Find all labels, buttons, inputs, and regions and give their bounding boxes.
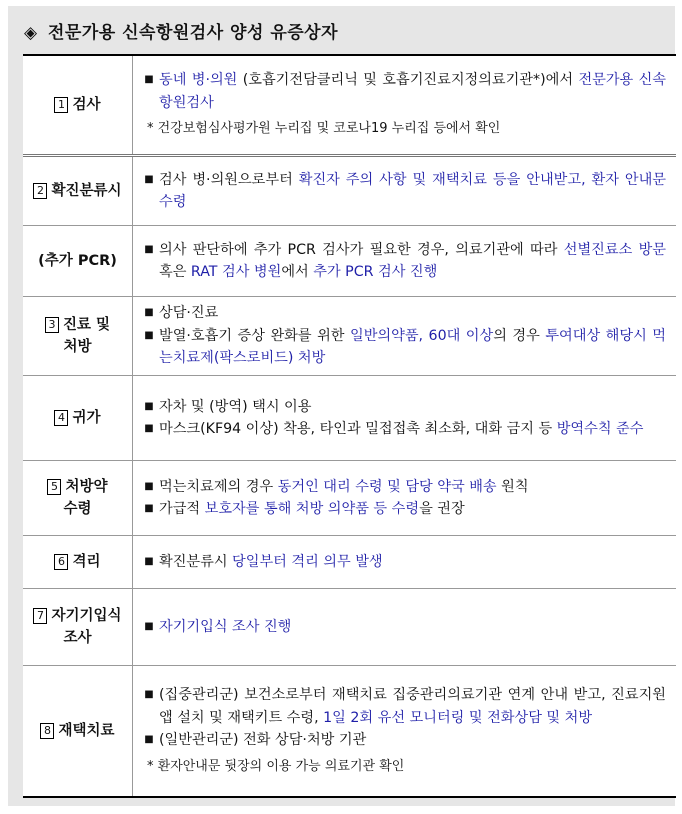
step-number-box: 4 <box>54 410 68 426</box>
bullet-item <box>139 684 666 729</box>
step-label-line <box>54 94 100 116</box>
highlight-text: 당일부터 격리 의무 발생 <box>232 553 383 570</box>
step-label-text: 귀가 <box>72 410 101 426</box>
step-content <box>133 56 676 154</box>
step-label <box>23 56 133 154</box>
plain-text: 자차 및 (방역) 택시 이용 <box>159 398 312 415</box>
step-label-line <box>63 498 91 520</box>
step-label-text: 수령 <box>63 501 92 517</box>
bullet-square-icon: ■ <box>144 243 154 255</box>
bullet-square-icon: ■ <box>144 423 154 434</box>
step-label <box>23 226 133 296</box>
step-content <box>133 461 676 535</box>
diamond-icon: ◈ <box>24 23 38 43</box>
plain-text: (일반관리군) 전화 상담·처방 기관 <box>159 732 367 748</box>
bullet-item <box>139 396 666 419</box>
bullet-text <box>159 69 666 114</box>
bullet-square-icon: ■ <box>144 620 154 632</box>
bullet-item <box>139 476 666 499</box>
step-label <box>23 589 133 665</box>
highlight-text: RAT 검사 병원 <box>190 264 282 280</box>
bullet-text <box>159 476 666 499</box>
bullet-text <box>159 616 666 639</box>
step-label <box>23 297 133 375</box>
highlight-text: 일반의약품, 60대 이상 <box>350 327 494 344</box>
table-row <box>23 56 676 154</box>
page-title <box>24 18 338 43</box>
step-label-text: 진료 및 <box>62 317 111 333</box>
bullet-text <box>159 684 666 729</box>
highlight-text: 선별진료소 방문 <box>563 241 667 258</box>
bullet-item <box>139 325 666 370</box>
step-number-box: 2 <box>33 183 47 199</box>
bullet-item <box>139 551 666 574</box>
procedure-table <box>23 54 676 798</box>
table-row <box>23 375 676 460</box>
bullet-square-icon: ■ <box>144 329 154 341</box>
step-label-line <box>33 605 121 627</box>
table-row <box>23 665 676 796</box>
plain-text: (호흡기전담클리닉 및 호흡기진료지정의료기관*)에서 <box>237 72 579 89</box>
plain-text: 발열·호흡기 증상 완화를 위한 <box>159 327 350 344</box>
step-label-line <box>40 720 114 742</box>
step-label-text: 확진분류시 <box>51 183 122 199</box>
step-label <box>23 461 133 535</box>
step-label-text: 검사 <box>72 97 101 113</box>
step-label <box>23 536 133 588</box>
step-label-line <box>63 336 91 358</box>
plain-text: 가급적 <box>159 501 205 517</box>
step-label-text: 재택치료 <box>58 723 115 739</box>
plain-text: 을 권장 <box>419 501 465 517</box>
document-background <box>8 6 675 806</box>
highlight-text: 동네 병·의원 <box>159 72 238 89</box>
highlight-text: 방역수칙 준수 <box>556 421 644 437</box>
highlight-text: 1일 2회 유선 모니터링 및 전화상담 및 처방 <box>323 709 593 726</box>
step-number-box: 6 <box>54 554 68 570</box>
bullet-text <box>159 302 666 325</box>
step-label-stack <box>38 250 117 272</box>
step-label-text: 처방 <box>63 339 92 355</box>
bullet-item <box>139 169 666 214</box>
step-label-line <box>47 476 107 498</box>
table-row <box>23 535 676 588</box>
table-row <box>23 225 676 296</box>
step-label-line <box>54 407 100 429</box>
step-number-box: 1 <box>54 97 68 113</box>
highlight-text: 투여대상 해당시 먹는치료제(팍스로비드) 처방 <box>159 327 666 367</box>
plain-text: (집중관리군) 보건소로부터 재택치료 집중관리의료기관 연계 안내 받고, 진료지원앱 설치 및 재택키트 수령, <box>159 687 666 726</box>
bullet-text <box>159 729 666 752</box>
bullet-item <box>139 239 666 284</box>
bullet-square-icon: ■ <box>144 555 154 567</box>
highlight-text: 전문가용 신속항원검사 <box>159 72 667 111</box>
step-content <box>133 297 676 375</box>
bullet-text <box>159 551 666 574</box>
bullet-square-icon: ■ <box>144 503 154 514</box>
step-label-text: (추가 PCR) <box>38 253 117 269</box>
plain-text: 원칙 <box>496 478 529 495</box>
step-label <box>23 157 133 225</box>
step-label-text: 격리 <box>72 554 101 570</box>
step-label-text: 자기기입식 <box>51 608 122 624</box>
bullet-text <box>159 325 666 370</box>
highlight-text: 추가 PCR 검사 진행 <box>313 264 438 280</box>
step-label <box>23 666 133 796</box>
highlight-text: 동거인 대리 수령 및 담당 약국 배송 <box>277 478 497 495</box>
step-label-stack <box>40 720 114 742</box>
bullet-text <box>159 396 666 419</box>
step-number-box: 3 <box>45 317 59 333</box>
page-title-text: 전문가용 신속항원검사 양성 유증상자 <box>48 23 339 43</box>
step-label-text: 처방약 <box>65 479 108 495</box>
footnote: * 건강보험심사평가원 누리집 및 코로나19 누리집 등에서 확인 <box>147 121 501 137</box>
plain-text: 에서 <box>281 264 314 280</box>
bullet-item <box>139 302 666 325</box>
bullet-square-icon: ■ <box>144 734 154 745</box>
bullet-item <box>139 616 666 639</box>
step-number-box: 7 <box>33 608 47 624</box>
plain-text: 의 경우 <box>493 327 546 344</box>
step-label <box>23 376 133 460</box>
bullet-item <box>139 729 666 752</box>
step-content <box>133 589 676 665</box>
step-label-line <box>54 551 100 573</box>
plain-text: 혹은 <box>159 264 191 280</box>
bullet-square-icon: ■ <box>144 480 154 492</box>
bullet-square-icon: ■ <box>144 689 154 700</box>
step-content <box>133 536 676 588</box>
footnote: * 환자안내문 뒷장의 이용 가능 의료기관 확인 <box>147 758 405 774</box>
bullet-square-icon: ■ <box>144 400 154 412</box>
step-content <box>133 666 676 796</box>
plain-text: 먹는치료제의 경우 <box>159 478 278 495</box>
bullet-text <box>159 498 666 521</box>
step-number-box: 5 <box>47 479 61 495</box>
bullet-text <box>159 169 666 214</box>
bullet-text <box>159 418 666 441</box>
step-content <box>133 376 676 460</box>
step-content <box>133 157 676 225</box>
step-label-stack <box>54 407 100 429</box>
step-label-stack <box>47 476 107 520</box>
plain-text: 의사 판단하에 추가 PCR 검사가 필요한 경우, 의료기관에 따라 <box>159 241 564 258</box>
step-label-text: 조사 <box>63 630 92 646</box>
bullet-item <box>139 69 666 114</box>
highlight-text: 확진자 주의 사항 및 재택치료 등을 안내받고, 환자 안내문 수령 <box>159 171 666 210</box>
table-row <box>23 154 676 225</box>
plain-text: 검사 병·의원으로부터 <box>159 171 299 188</box>
highlight-text: 보호자를 통해 처방 의약품 등 수령 <box>204 501 420 517</box>
step-label-line <box>38 250 117 272</box>
step-label-line <box>33 180 121 202</box>
step-content <box>133 226 676 296</box>
step-label-stack <box>54 94 100 116</box>
step-label-stack <box>33 180 121 202</box>
bullet-item <box>139 498 666 521</box>
plain-text: 확진분류시 <box>159 553 233 570</box>
step-label-line <box>63 627 91 649</box>
bullet-item <box>139 418 666 441</box>
plain-text: 마스크(KF94 이상) 착용, 타인과 밀접접촉 최소화, 대화 금지 등 <box>159 421 557 437</box>
step-label-stack <box>45 314 110 358</box>
table-row <box>23 296 676 375</box>
table-row <box>23 588 676 665</box>
bullet-text <box>159 239 666 284</box>
bullet-square-icon: ■ <box>144 74 154 86</box>
highlight-text: 자기기입식 조사 진행 <box>159 618 292 635</box>
step-label-stack <box>33 605 121 649</box>
step-label-stack <box>54 551 100 573</box>
bullet-square-icon: ■ <box>144 173 154 185</box>
step-number-box: 8 <box>40 723 54 739</box>
table-row <box>23 460 676 535</box>
plain-text: 상담·진료 <box>159 305 219 322</box>
step-label-line <box>45 314 110 336</box>
bullet-square-icon: ■ <box>144 307 154 319</box>
